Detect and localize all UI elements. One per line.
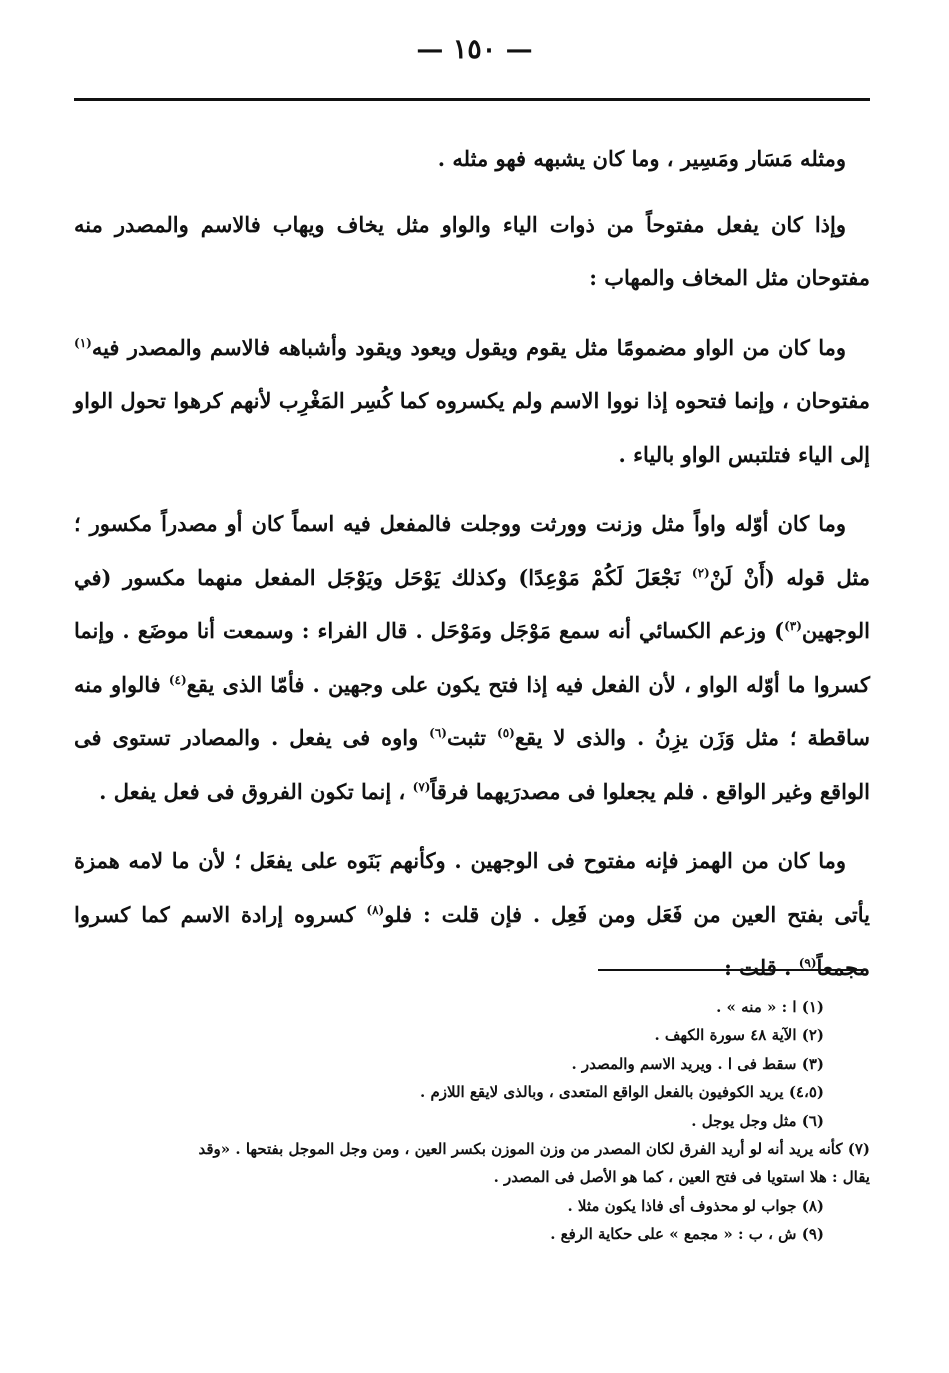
page-number: — ١٥٠ — — [416, 34, 533, 65]
footnote-marker[interactable]: (٢) — [691, 565, 710, 580]
text-segment: ومثله مَسَار ومَسِير ، وما كان يشبهه فهو مثله . — [437, 146, 846, 171]
footnote-marker[interactable]: (١) — [74, 335, 92, 350]
text-segment: كسروه إرادة الاسم كما كسروا مجمعاً — [74, 901, 870, 980]
paragraph — [74, 198, 870, 305]
footnote: (٤،٥) يريد الكوفيون بالفعل الواقع المتعدى ، وبالذى لايقع اللازم . — [420, 1083, 824, 1102]
text-segment: نَجْعَلَ لَكُمْ مَوْعِدًا) وكذلك يَوْحَل ويَوْجَل المفعل منهما مكسور (في الوجهين — [74, 564, 870, 643]
footnote-marker[interactable]: (٧) — [412, 779, 431, 794]
text-segment: تثبت — [446, 725, 497, 750]
paragraph — [74, 132, 870, 186]
paragraph — [74, 321, 870, 482]
paragraph — [74, 497, 870, 818]
text-segment: وما كان من الهمز فإنه مفتوح فى الوجهين . وكأنهم بَنَوه على يفعَل ؛ لأن ما لامه همزة يأتى بفتح العين من فَعَل ومن فَعِل . فإن قلت : فلو — [74, 848, 870, 927]
text-segment: . قلت : — [724, 955, 799, 980]
footnote: (٧) كأنه يريد أنه لو أريد الفرق لكان المصدر من وزن الموزن بكسر العين ، ومن وجل الموجل بفتحها . «وقد — [198, 1140, 870, 1159]
text-segment: وما كان من الواو مضمومًا مثل يقوم ويقول ويعود ويقود وأشباهه فالاسم والمصدر فيه — [91, 334, 846, 360]
text-segment: وإذا كان يفعل مفتوحاً من ذوات الياء والواو مثل يخاف ويهاب فالاسم والمصدر منه مفتوحان مثل المخاف والمهاب : — [74, 211, 870, 290]
text-segment: ، إنما تكون الفروق فى فعل يفعل . — [99, 778, 413, 804]
text-segment: مفتوحان ، وإنما فتحوه إذا نووا الاسم ولم يكسروه كما كُسِر المَغْرِب لأنهم كرهوا تحول الواو إلى الياء فتلتبس الواو بالياء . — [74, 388, 870, 467]
footnote: (٢) الآية ٤٨ سورة الكهف . — [654, 1026, 824, 1045]
main-text — [74, 132, 870, 1011]
text-segment: واوه فى يفعل . والمصادر تستوى فى الواقع وغير الواقع . فلم يجعلوا فى مصدرَيهما فرقاً — [74, 725, 870, 804]
footnotes-rule — [598, 969, 866, 971]
footnote-marker[interactable]: (٣) — [784, 619, 802, 633]
text-segment: ) وزعم الكسائي أنه سمع مَوْجَل ومَوْحَل . قال الفراء : وسمعت أنا موضَع . وإنما كسروا ما أوّله الواو ، لأن الفعل فيه إذا فتح يكون على وجهين . فأمّا الذى يقع — [74, 618, 870, 697]
footnote-marker[interactable]: (٥) — [497, 726, 515, 740]
footnote: (٨) جواب لو محذوف أى فاذا يكون مثلا . — [567, 1196, 824, 1215]
footnote: (٩) ش ، ب : « مجمع » على حكاية الرفع . — [550, 1225, 824, 1244]
footnote-marker[interactable]: (٤) — [168, 672, 187, 687]
text-segment: وما كان أوّله واواً مثل وزنت وورثت ووجلت فالمفعل فيه اسماً كان أو مصدراً مكسور ؛ مثل قوله (أَنْ لَنْ — [74, 511, 870, 590]
header-rule — [74, 98, 870, 101]
footnote-marker[interactable]: (٨) — [366, 902, 385, 917]
footnotes — [74, 993, 870, 1249]
footnote-marker[interactable]: (٦) — [429, 726, 447, 740]
footnote: (٦) مثل وجل يوجل . — [691, 1111, 824, 1130]
footnote: (١) ا : « منه » . — [716, 998, 824, 1016]
footnote-marker[interactable]: (٩) — [798, 956, 817, 970]
text-segment: فالواو منه ساقطة ؛ مثل وَزَن يزِنُ . والذى لا يقع — [74, 671, 871, 750]
footnote: (٣) سقط فى ا . ويريد الاسم والمصدر . — [571, 1054, 824, 1073]
footnote-continuation: يقال : هلا استويا فى فتح العين ، كما هو الأصل فى المصدر . — [493, 1168, 870, 1187]
